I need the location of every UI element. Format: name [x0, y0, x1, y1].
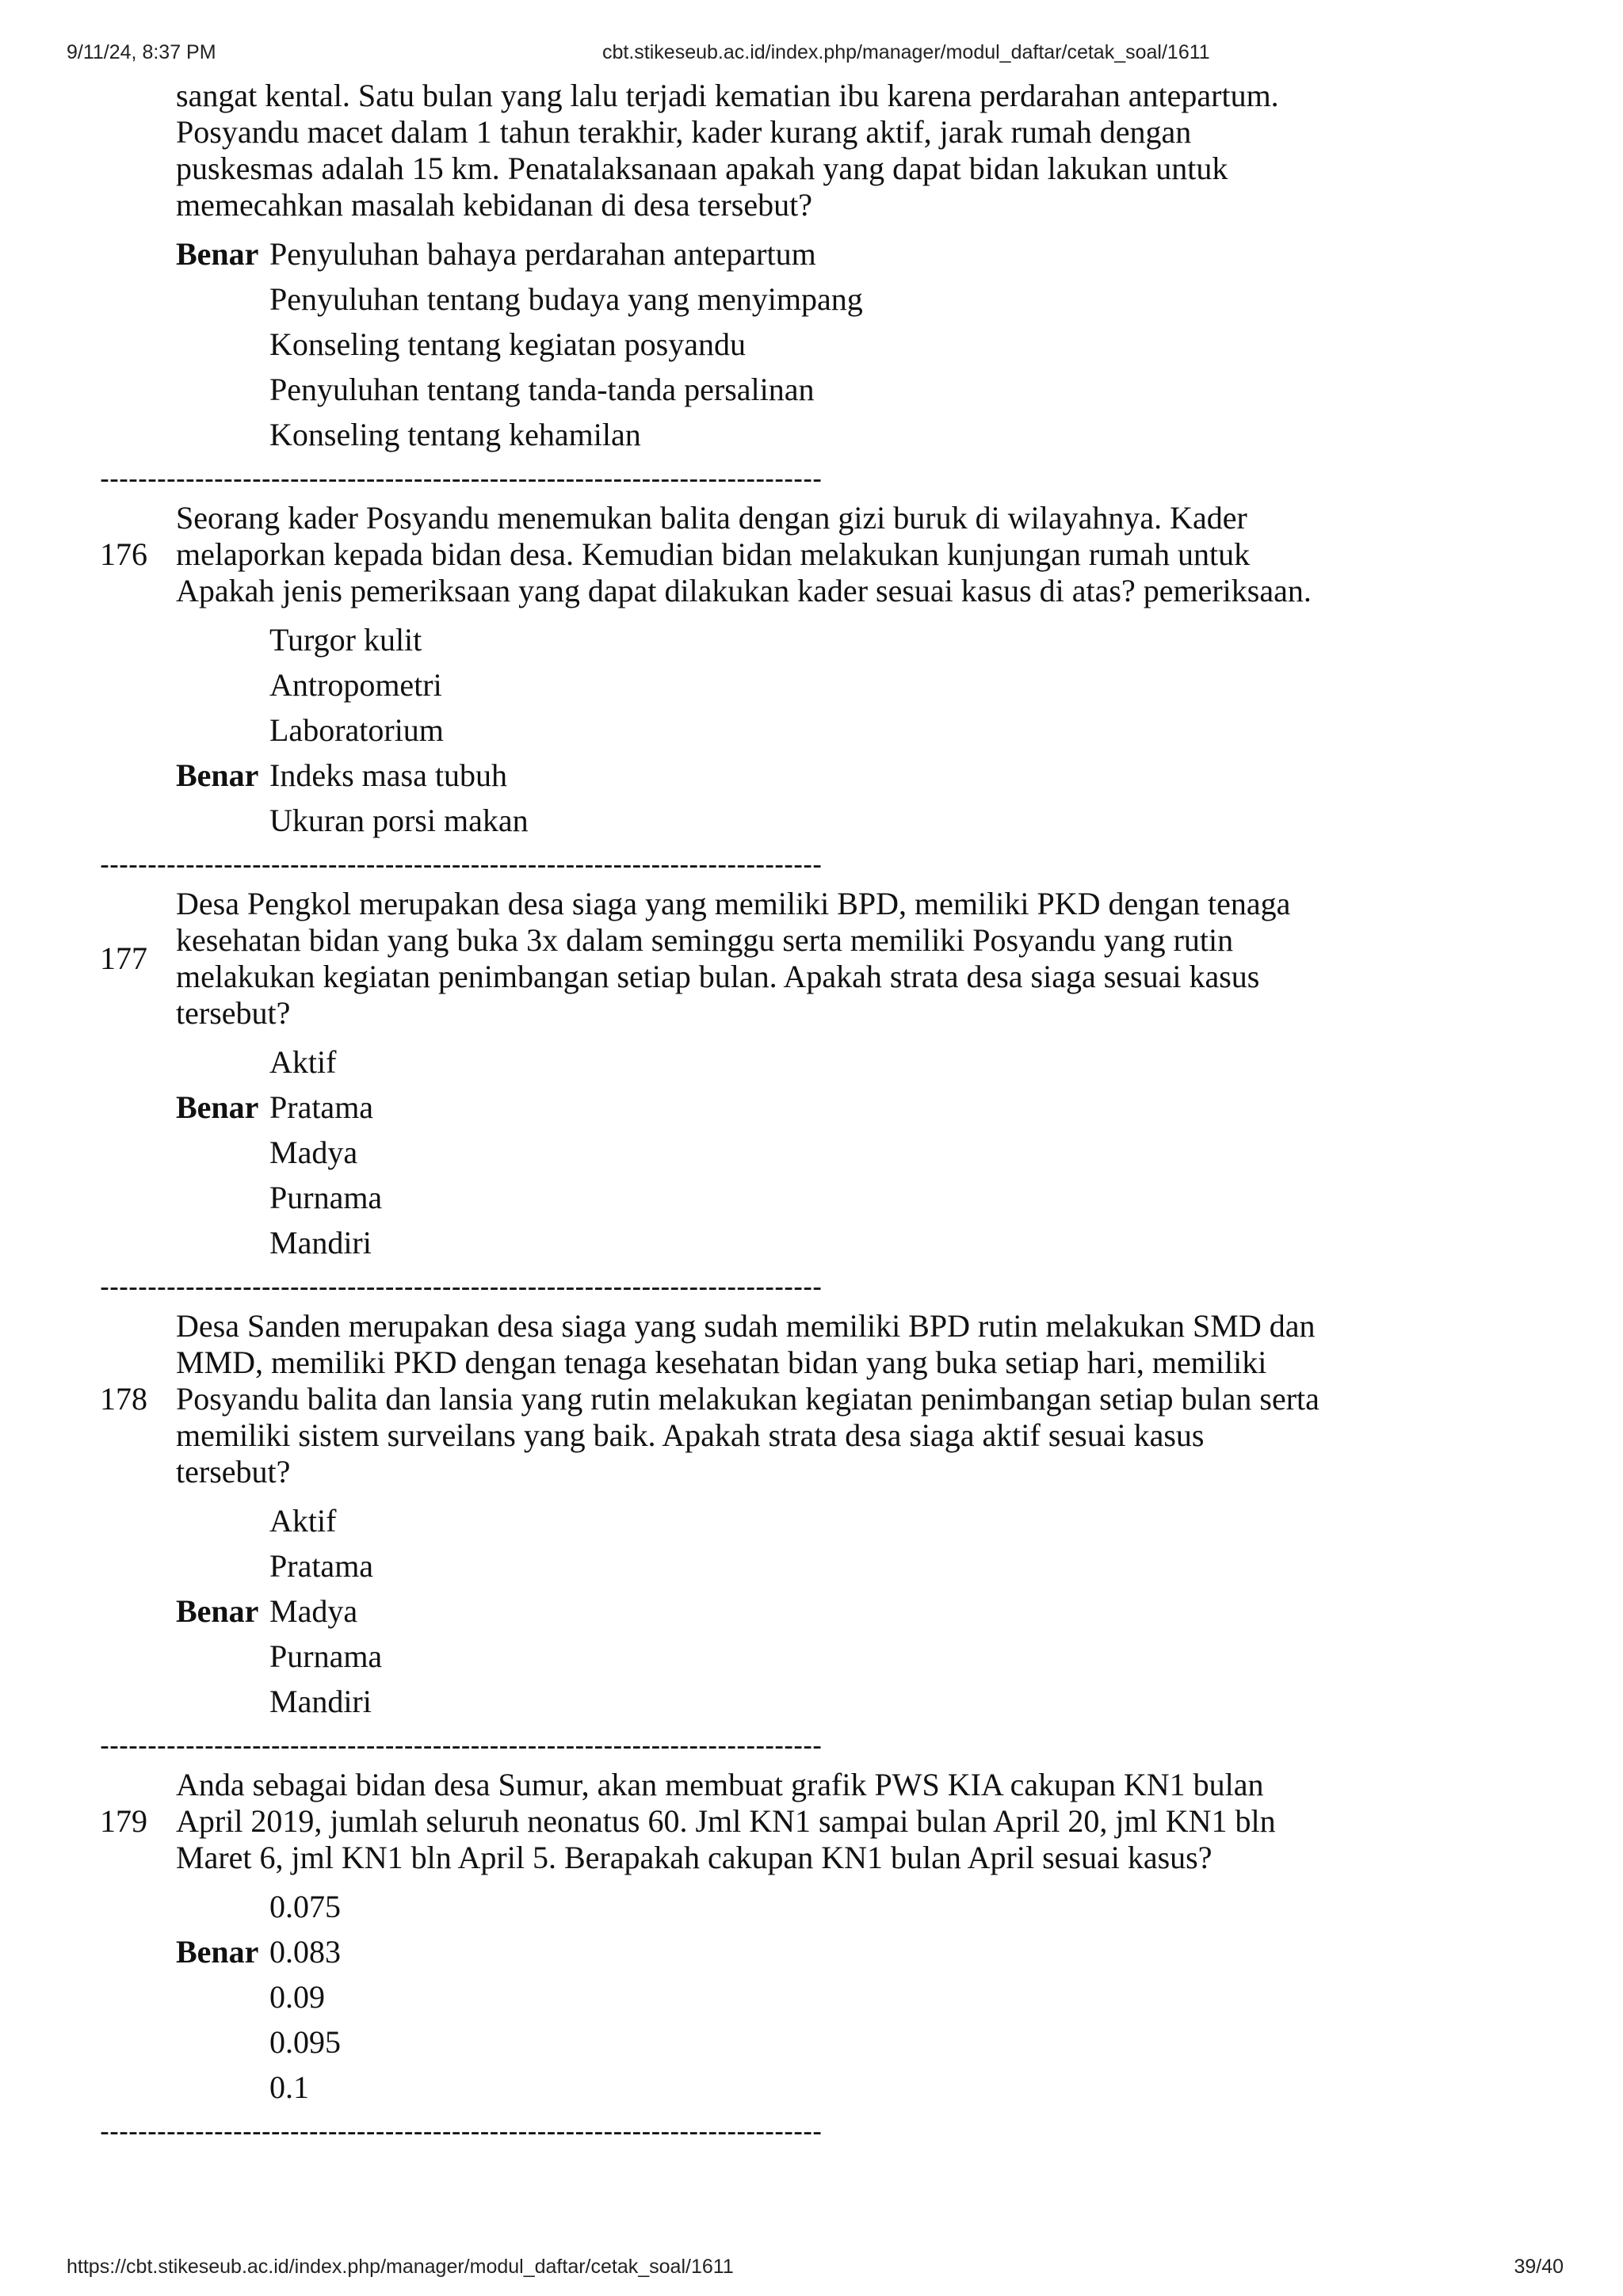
option-list [0, 1498, 1623, 1724]
footer-url: https://cbt.stikeseub.ac.id/index.php/manager/modul_daftar/cetak_soal/1611 [67, 2256, 734, 2278]
option-item [0, 1884, 1623, 1929]
option-text: Aktif [269, 1044, 337, 1080]
question-text: sangat kental. Satu bulan yang lalu terjadi kematian ibu karena perdarahan antepartum. Posyandu macet dalam 1 tahun terakhir, kader kurang aktif, jarak rumah dengan puskesmas adalah 15 km. Penatalaksanaan apakah yang dapat bidan lakukan untuk memecahkan masalah kebidanan di desa tersebut? [176, 78, 1279, 223]
option-text: Penyuluhan tentang budaya yang menyimpang [269, 281, 863, 317]
option-item [0, 1543, 1623, 1589]
option-item [0, 1175, 1623, 1220]
question-text: Anda sebagai bidan desa Sumur, akan membuat grafik PWS KIA cakupan KN1 bulan April 2019, jumlah seluruh neonatus 60. Jml KN1 sampai bulan April 20, jml KN1 bln Maret 6, jml KN1 bln April 5. Berapakah cakupan KN1 bulan April sesuai kasus? [176, 1767, 1276, 1875]
question-text: Desa Sanden merupakan desa siaga yang sudah memiliki BPD rutin melakukan SMD dan MMD, memiliki PKD dengan tenaga kesehatan bidan yang buka setiap hari, memiliki Posyandu balita dan lansia yang rutin melakukan kegiatan penimbangan setiap bulan serta memiliki sistem surveilans yang baik. Apakah strata desa siaga aktif sesuai kasus tersebut? [176, 1308, 1319, 1489]
question-list [0, 78, 1623, 2153]
option-item [0, 798, 1623, 843]
option-text: Indeks masa tubuh [269, 757, 507, 793]
option-text: 0.075 [269, 1889, 341, 1924]
option-text: Purnama [269, 1638, 383, 1674]
option-item [0, 2019, 1623, 2065]
option-text: Antropometri [269, 667, 442, 703]
option-item [0, 753, 1623, 798]
question-divider: ---------------------------------------------------------------------------- [100, 462, 823, 494]
option-list [0, 1039, 1623, 1265]
correct-mark: Benar [176, 1089, 259, 1125]
option-list [0, 1884, 1623, 2110]
correct-mark: Benar [176, 1593, 259, 1629]
question-179 [0, 1767, 1623, 2110]
question-text: Desa Pengkol merupakan desa siaga yang memiliki BPD, memiliki PKD dengan tenaga kesehatan bidan yang buka 3x dalam seminggu serta memiliki Posyandu yang rutin melakukan kegiatan penimbangan setiap bulan. Apakah strata desa siaga sesuai kasus tersebut? [176, 886, 1291, 1031]
option-item [0, 1220, 1623, 1265]
correct-mark: Benar [176, 1934, 259, 1970]
option-item [0, 322, 1623, 367]
option-text: Turgor kulit [269, 622, 422, 658]
question-divider: ---------------------------------------------------------------------------- [100, 1729, 823, 1761]
question-number: 177 [100, 940, 147, 976]
page-number: 39/40 [1514, 2256, 1564, 2278]
print-footer [0, 2256, 1623, 2284]
question-divider: ---------------------------------------------------------------------------- [100, 848, 823, 880]
option-text: Penyuluhan bahaya perdarahan antepartum [269, 236, 816, 272]
option-text: Aktif [269, 1503, 337, 1539]
print-header [0, 41, 1623, 70]
question-number: 176 [100, 536, 147, 572]
option-text: Purnama [269, 1180, 383, 1215]
option-text: 0.095 [269, 2024, 341, 2060]
option-item [0, 1130, 1623, 1175]
option-item [0, 412, 1623, 457]
option-item [0, 1589, 1623, 1634]
option-item [0, 617, 1623, 662]
option-text: Pratama [269, 1089, 374, 1125]
question-177 [0, 886, 1623, 1265]
option-item [0, 277, 1623, 322]
option-item [0, 1085, 1623, 1130]
question-176 [0, 500, 1623, 843]
question-divider: ---------------------------------------------------------------------------- [100, 1270, 823, 1302]
option-text: Pratama [269, 1548, 374, 1584]
option-text: Penyuluhan tentang tanda-tanda persalinan [269, 372, 815, 407]
option-list [0, 617, 1623, 843]
option-text: 0.1 [269, 2069, 309, 2105]
option-item [0, 1679, 1623, 1724]
option-text: Madya [269, 1593, 358, 1629]
option-text: Madya [269, 1135, 358, 1170]
option-item [0, 1634, 1623, 1679]
option-text: Mandiri [269, 1225, 372, 1261]
option-text: Ukuran porsi makan [269, 803, 529, 838]
option-text: Konseling tentang kegiatan posyandu [269, 326, 746, 362]
option-item [0, 1974, 1623, 2019]
option-item [0, 231, 1623, 277]
option-text: 0.083 [269, 1934, 341, 1970]
option-text: Mandiri [269, 1684, 372, 1719]
print-url: cbt.stikeseub.ac.id/index.php/manager/modul_daftar/cetak_soal/1611 [602, 41, 1210, 63]
question-text: Seorang kader Posyandu menemukan balita dengan gizi buruk di wilayahnya. Kader melaporkan kepada bidan desa. Kemudian bidan melakukan kunjungan rumah untuk Apakah jenis pemeriksaan yang dapat dilakukan kader sesuai kasus di atas? pemeriksaan. [176, 500, 1312, 608]
correct-mark: Benar [176, 236, 259, 272]
option-text: Laboratorium [269, 712, 444, 748]
print-datetime: 9/11/24, 8:37 PM [67, 41, 216, 63]
option-item [0, 662, 1623, 707]
question-divider: ---------------------------------------------------------------------------- [100, 2115, 823, 2147]
question-178 [0, 1308, 1623, 1724]
option-item [0, 1039, 1623, 1085]
correct-mark: Benar [176, 757, 259, 793]
question-number: 179 [100, 1803, 147, 1839]
question-number: 178 [100, 1381, 147, 1417]
option-item [0, 367, 1623, 412]
option-text: Konseling tentang kehamilan [269, 417, 641, 452]
question-intro [0, 78, 1623, 457]
option-text: 0.09 [269, 1979, 325, 2015]
option-item [0, 707, 1623, 753]
option-item [0, 1498, 1623, 1543]
option-item [0, 2065, 1623, 2110]
option-list [0, 231, 1623, 457]
option-item [0, 1929, 1623, 1974]
